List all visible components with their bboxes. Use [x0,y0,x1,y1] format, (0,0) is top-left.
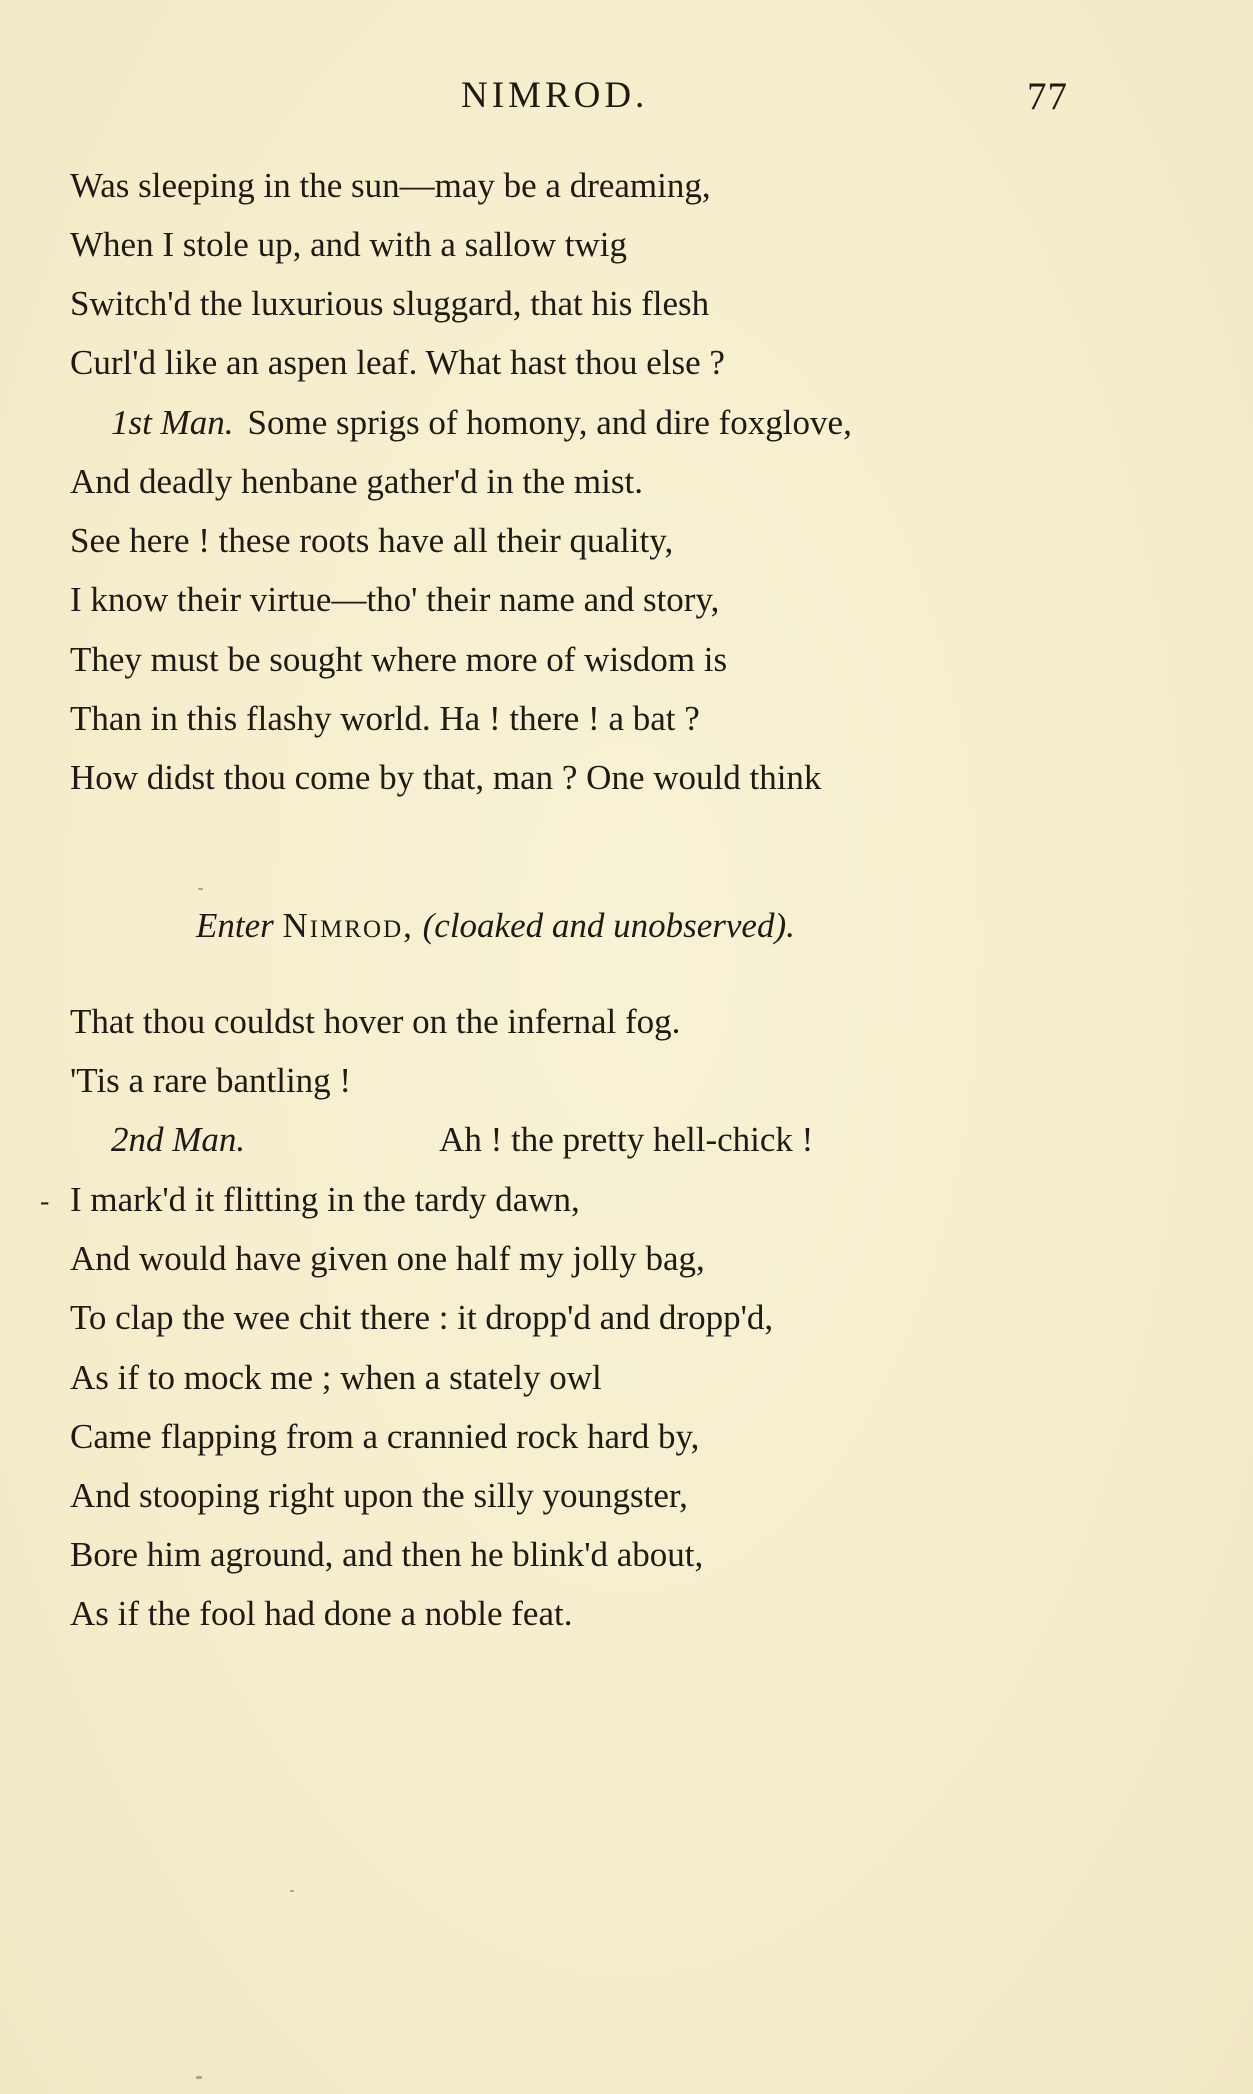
verse-line: Was sleeping in the sun—may be a dreaming, [70,166,711,205]
verse-line: Switch'd the luxurious sluggard, that his flesh [70,284,710,323]
verse-line: Bore him aground, and then he blink'd about, [70,1535,704,1574]
verse-line: And would have given one half my jolly bag, [70,1239,705,1278]
verse-line: Came flapping from a crannied rock hard by, [70,1417,700,1456]
margin-mark: - [40,1186,50,1217]
verse-line: They must be sought where more of wisdom is [70,640,728,679]
verse-line: 'Tis a rare bantling ! [70,1061,352,1100]
running-head [0,74,1253,124]
verse-line: I know their virtue—tho' their name and story, [70,580,720,619]
verse-line: See here ! these roots have all their quality, [70,521,674,560]
speaker-label: 2nd Man. [111,1120,246,1159]
paper-speck [198,888,203,890]
verse-line: How didst thou come by that, man ? One would think [70,758,822,797]
speech-line [111,401,852,445]
verse-line: That thou couldst hover on the infernal fog. [70,1002,681,1041]
verse-line: To clap the wee chit there : it dropp'd and dropp'd, [70,1298,774,1337]
stage-direction [196,904,795,948]
verse-line: As if to mock me ; when a stately owl [70,1358,602,1397]
paper-speck [196,2076,202,2079]
stage-note: (cloaked and unobserved). [422,906,795,945]
paper-speck [290,1890,294,1892]
running-title: NIMROD. [461,75,649,116]
speech-line [111,1118,813,1162]
verse-line: As if the fool had done a noble feat. [70,1594,573,1633]
speech-text: Some sprigs of homony, and dire foxglove, [247,403,852,442]
verse-line: And deadly henbane gather'd in the mist. [70,462,643,501]
verse-line: I mark'd it flitting in the tardy dawn, [70,1180,580,1219]
verse-line: And stooping right upon the silly youngster, [70,1476,688,1515]
verse-line: Than in this flashy world. Ha ! there ! a bat ? [70,699,700,738]
verse-line: Curl'd like an aspen leaf. What hast thou else ? [70,343,725,382]
stage-enter: Enter [196,906,274,945]
speaker-label: 1st Man. [111,403,234,442]
speech-text: Ah ! the pretty hell-chick ! [439,1120,814,1159]
stage-character-name: Nimrod, [282,906,414,945]
verse-line: When I stole up, and with a sallow twig [70,225,627,264]
page-number: 77 [1027,75,1068,118]
